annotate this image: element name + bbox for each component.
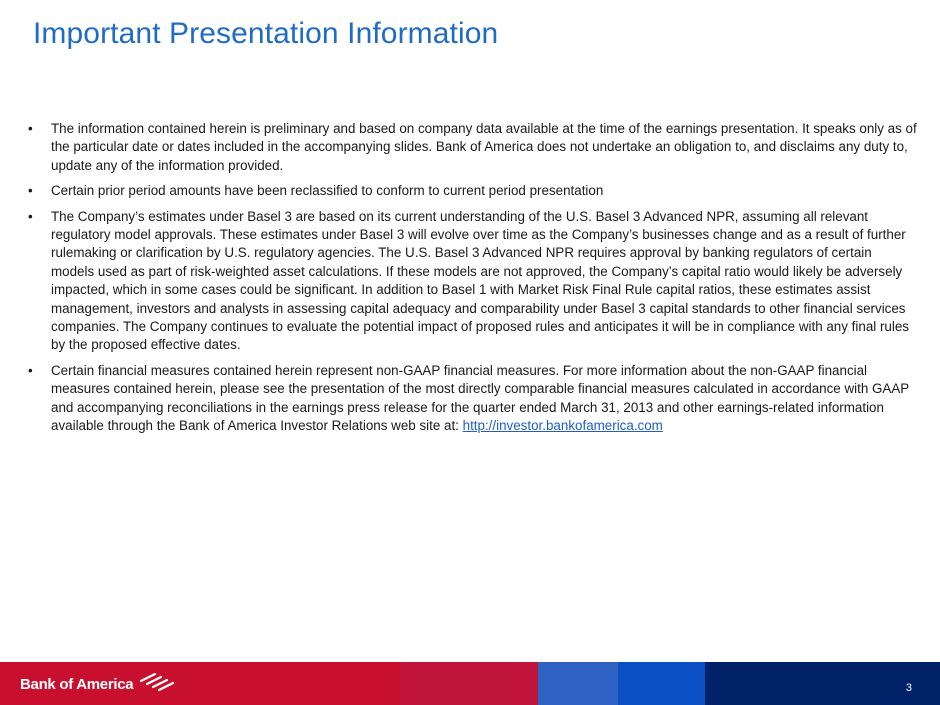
bullet-text: Certain financial measures contained herein represent non-GAAP financial measures. For more information about the non-GAAP financial measures contained herein, please see the presentation of the most directly comparable financial measures calculated in accordance with GAAP and accompanying reconciliations in the earnings press release for the quarter ended March 31, 2013 and other earnings-related information available through the Bank of America Investor Relations web site at: bbox=[51, 362, 909, 434]
list-item bbox=[28, 182, 918, 200]
flagscape-icon bbox=[139, 672, 177, 692]
bullet-text: The Company’s estimates under Basel 3 are based on its current understanding of the U.S. Basel 3 Advanced NPR, assuming all relevant regulatory model approvals. These estimates under Basel 3 will evolve over time as the Company’s businesses change and as a result of further rulemaking or clarification by U.S. regulatory agencies. The U.S. Basel 3 Advanced NPR requires approval by banking regulators of certain models used as part of risk-weighted asset calculations. If these models are not approved, the Company’s capital ratio would likely be adversely impacted, which in some cases could be significant. In addition to Basel 1 with Market Risk Final Rule capital ratios, these estimates assist management, investors and analysts in assessing capital adequacy and comparability under Basel 3 capital standards to other financial services companies. The Company continues to evaluate the potential impact of proposed rules and anticipates it will be in compliance with any final rules by the proposed effective dates. bbox=[51, 208, 909, 353]
logo-wordmark: Bank of America bbox=[20, 676, 134, 693]
page-title: Important Presentation Information bbox=[33, 17, 499, 50]
list-item bbox=[28, 208, 918, 355]
footer-band-navy bbox=[705, 662, 940, 705]
footer-band-red-dark bbox=[400, 662, 540, 705]
investor-relations-link[interactable]: http://investor.bankofamerica.com bbox=[462, 418, 663, 434]
bullet-list bbox=[28, 120, 918, 443]
footer-band-blue bbox=[538, 662, 618, 705]
bank-of-america-logo bbox=[20, 676, 177, 693]
bullet-marker: • bbox=[28, 183, 33, 199]
bullet-marker: • bbox=[28, 121, 33, 136]
list-item bbox=[28, 362, 918, 436]
footer-bar bbox=[0, 662, 940, 705]
bullet-marker: • bbox=[28, 362, 33, 378]
bullet-text: Certain prior period amounts have been reclassified to conform to current period presentation bbox=[51, 183, 604, 199]
footer-band-blue-bright bbox=[618, 662, 705, 705]
bullet-marker: • bbox=[28, 208, 33, 224]
list-item bbox=[28, 120, 918, 175]
page-number: 3 bbox=[905, 682, 912, 694]
bullet-text: The information contained herein is preliminary and based on company data available at the time of the earnings presentation. It speaks only as of the particular date or dates included in the accompanying slides. Bank of America does not undertake an obligation to, and disclaims any duty to, update any of the information provided. bbox=[51, 121, 917, 173]
